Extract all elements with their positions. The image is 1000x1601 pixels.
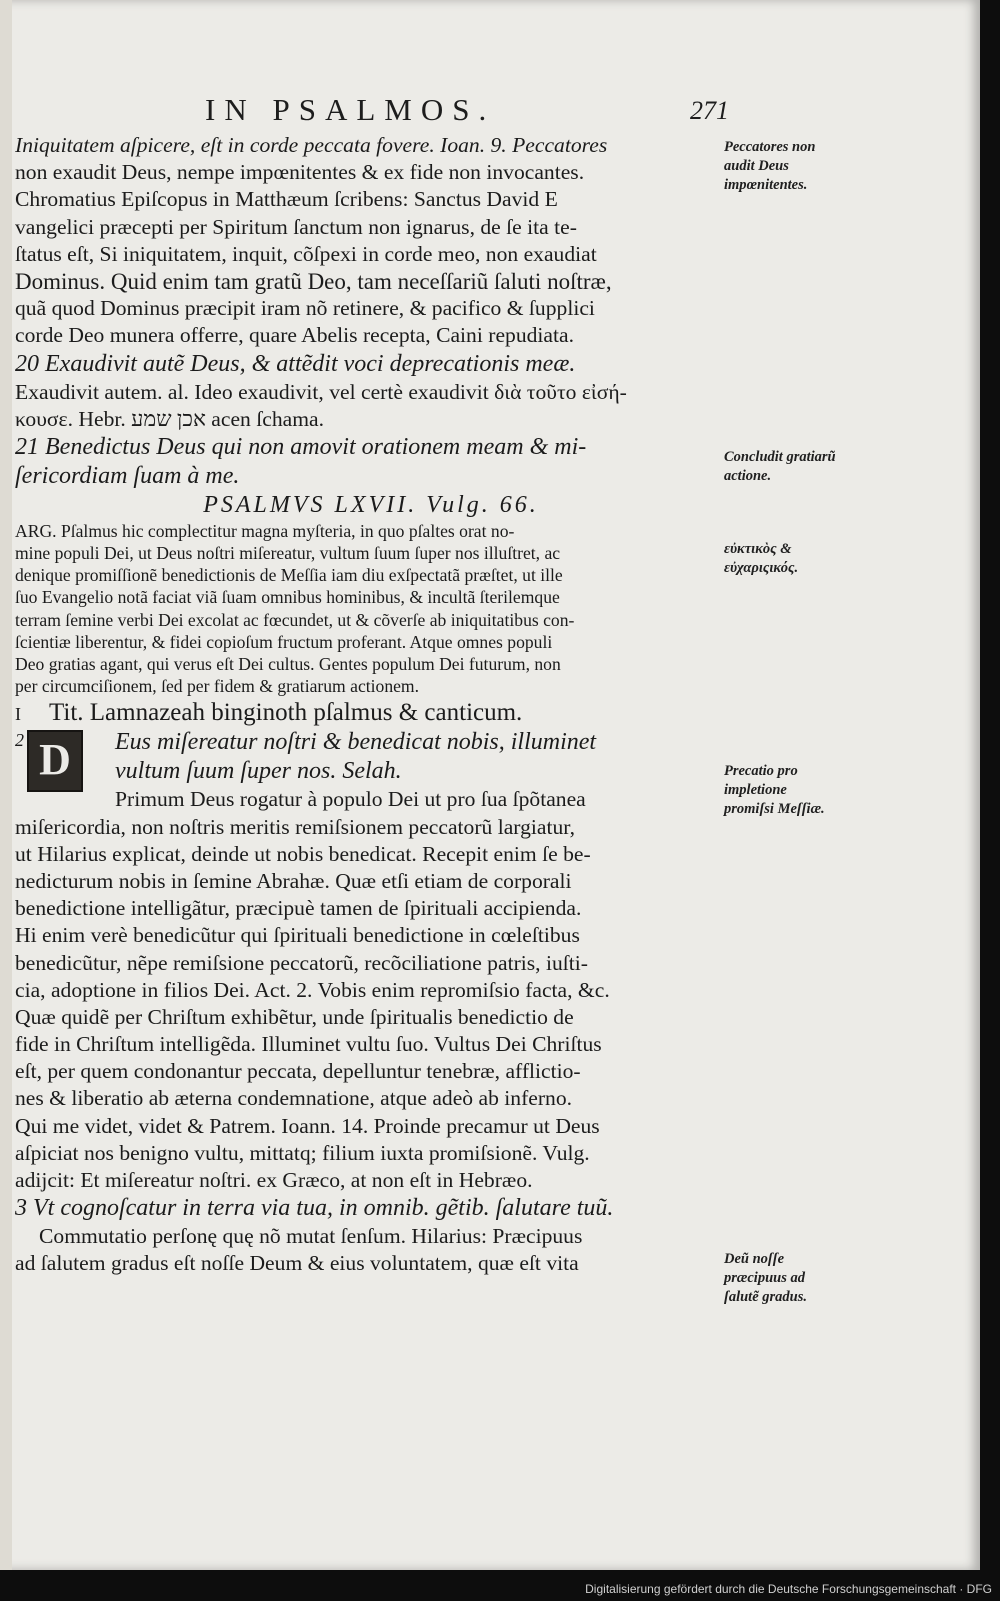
margin-note: Precatio pro impletione promiſsi Meſſiæ. [724,763,825,817]
text-line: adijcit: Et miſereatur noſtri. ex Græco, at non eſt in Hebræo. [15,1168,533,1192]
verse-number: 2 [15,730,24,751]
verse-line: ſericordiam ſuam à me. [15,462,240,489]
margin-note: Concludit gratiarũ actione. [724,449,836,484]
verse-line: 20 Exaudivit autẽ Deus, & attẽdit voci deprecationis meæ. [15,350,576,377]
text-line: ſtatus eſt, Si iniquitatem, inquit, cõſpexi in corde meo, non exaudiat [15,241,597,266]
text-line: Dominus. Quid enim tam gratũ Deo, tam neceſſariũ ſaluti noſtræ, [15,268,612,294]
text-line: Exaudivit autem. al. Ideo exaudivit, vel certè exaudivit διὰ τοῦτο εἰσή- [15,379,627,404]
footer-credit: Digitalisierung gefördert durch die Deutsche Forschungsgemeinschaft · DFG [585,1582,992,1596]
psalm-title-text: Tit. Lamnazeah binginoth pſalmus & canticum. [49,699,523,727]
text-line: benedictione intelligãtur, præcipuè tamen de ſpirituali accipienda. [15,896,582,921]
text-line: benedicũtur, nẽpe remiſsione peccatorũ, recõciliatione patris, iuſti- [15,950,588,975]
text-line: κουσε. Hebr. אכן שמע acen ſchama. [15,406,324,431]
dropcap-block [15,728,727,786]
page-gutter [0,0,12,1570]
text-line: Commutatio perſonę quę nõ mutat ſenſum. Hilarius: Præcipuus [39,1224,583,1249]
verse-line: 3 Vt cognoſcatur in terra via tua, in omnib. gẽtib. ſalutare tuũ. [15,1195,614,1222]
verse-line: vultum ſuum ſuper nos. Selah. [115,758,402,785]
text-line: ad ſalutem gradus eſt noſſe Deum & eius voluntatem, quæ eſt vita [15,1251,579,1276]
running-title: IN PSALMOS. [205,92,496,127]
text-line: nes & liberatio ab æterna condemnatione, atque adeò ab inferno. [15,1086,573,1111]
text-line: nedicturum nobis in ſemine Abrahæ. Quæ etſi etiam de corporali [15,868,572,893]
argument-line: terram ſemine verbi Dei excolat ac fœcundet, ut & cõverſe ab iniquitatibus con- [15,609,575,630]
text-line: Qui me videt, videt & Patrem. Ioann. 14. Proinde precamur ut Deus [15,1113,600,1138]
argument-line: Deo gratias agant, qui verus eſt Dei cultus. Gentes populum Dei futurum, non [15,654,561,674]
argument-line: ARG. Pſalmus hic complectitur magna myſteria, in quo pſaltes orat no- [15,520,515,541]
body-text [15,132,727,1278]
psalm-heading: PSALMVS LXVII. Vulg. 66. [203,491,539,518]
text-line: Primum Deus rogatur à populo Dei ut pro ſua ſpõtanea [115,787,586,812]
verse-line: Eus miſereatur noſtri & benedicat nobis, illuminet [115,729,597,756]
margin-note: Peccatores non audit Deus impœnitentes. [724,139,816,193]
psalm-title-line [15,697,727,728]
margin-note: Deũ noſſe præcipuus ad ſalutẽ gradus. [724,1251,807,1305]
verse-number: I [15,704,21,725]
argument-line: ſuo Evangelio notã faciat viã ſuam omnibus hominibus, & incultã ſterilemque [15,587,560,608]
margin-note: εὐκτικὸς & εὐχαριςικός. [724,541,799,576]
text-line: aſpiciat nos benigno vultu, mittatq; filium iuxta promiſsionẽ. Vulg. [15,1140,590,1165]
argument-line: mine populi Dei, ut Deus noſtri miſereatur, vultum ſuum ſuper nos illuſtret, ac [15,543,561,564]
argument-line: per circumciſionem, ſed per fidem & gratiarum actionem. [15,676,420,697]
text-line: miſericordia, non noſtris meritis remiſsionem peccatorũ largiatur, [15,814,576,839]
text-line: non exaudit Deus, nempe impœnitentes & ex fide non invocantes. [15,160,585,185]
text-line: cia, adoptione in filios Dei. Act. 2. Vobis enim repromiſsio facta, &c. [15,977,610,1002]
text-line: Quæ quidẽ per Chriſtum exhibẽtur, unde ſpiritualis benedictio de [15,1004,574,1029]
text-line: ut Hilarius explicat, deinde ut nobis benedicat. Recepit enim ſe be- [15,841,591,866]
text-line: quã quod Dominus præcipit iram nõ retinere, & pacifico & ſupplici [15,296,595,321]
page-number: 271 [690,96,729,125]
text-line: Hi enim verè benedicũtur qui ſpirituali benedictione in cœleſtibus [15,923,580,948]
text-line: corde Deo munera offerre, quare Abelis recepta, Caini repudiata. [15,323,574,348]
dropcap-initial: D [27,730,83,792]
page-header [0,92,980,132]
argument-line: ſcientiæ liberentur, & fidei copioſum fructum proferant. Atque omnes populi [15,631,553,652]
text-line: vangelici præcepti per Spiritum ſanctum non ignarus, de ſe ita te- [15,214,577,239]
verse-line: 21 Benedictus Deus qui non amovit orationem meam & mi- [15,433,587,460]
text-line: eſt, per quem condonantur peccata, depelluntur tenebræ, afflictio- [15,1059,581,1084]
text-line: Iniquitatem aſpicere, eſt in corde peccata fovere. Ioan. 9. Peccatores [15,133,608,157]
text-line: fide in Chriſtum intelligẽda. Illuminet vultu ſuo. Vultus Dei Chriſtus [15,1032,602,1057]
argument-line: denique promiſſionẽ benedictionis de Meſſia iam diu exſpectatã præſtet, ut ille [15,565,563,586]
text-line: Chromatius Epiſcopus in Matthæum ſcribens: Sanctus David E [15,187,558,212]
